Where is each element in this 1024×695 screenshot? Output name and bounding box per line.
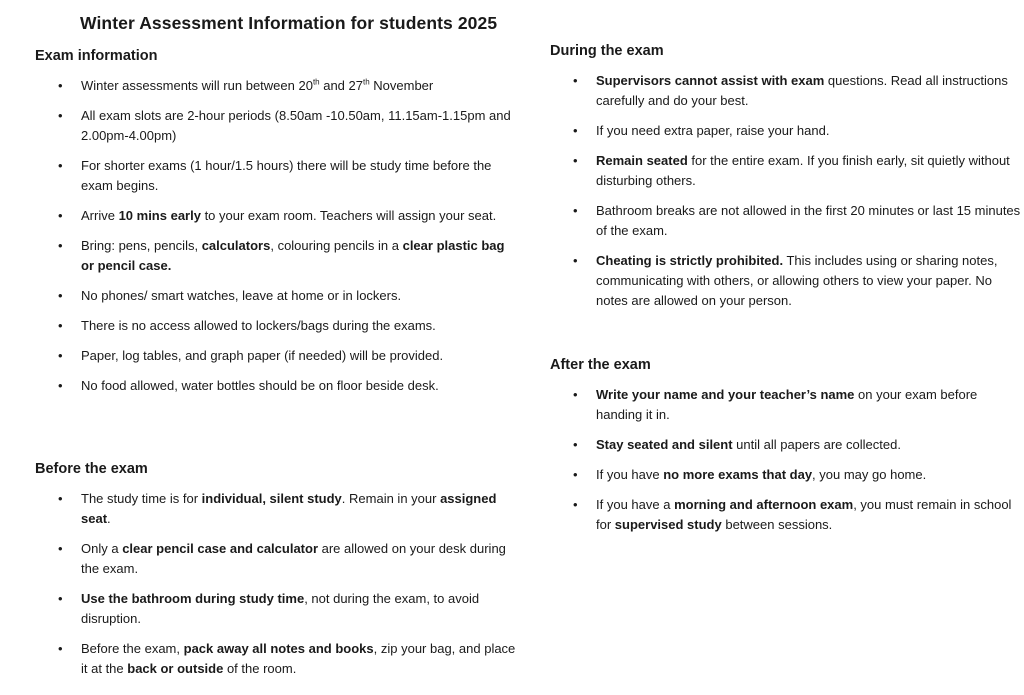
bullet-icon: • xyxy=(58,491,63,506)
list-item xyxy=(58,236,521,276)
bold-text: Supervisors cannot assist with exam xyxy=(596,73,825,88)
list-item xyxy=(58,489,521,529)
list-item xyxy=(58,286,521,306)
bullet-icon: • xyxy=(573,387,578,402)
text: Winter assessments will run between 20 xyxy=(81,78,313,93)
text: The study time is for xyxy=(81,491,202,506)
text: between sessions. xyxy=(721,517,833,532)
bullet-icon: • xyxy=(58,78,63,93)
exam-information-heading: Exam information xyxy=(35,48,158,64)
bullet-icon: • xyxy=(573,123,578,138)
bold-text: 10 mins early xyxy=(118,208,201,223)
bullet-icon: • xyxy=(573,73,578,88)
bullet-icon: • xyxy=(573,467,578,482)
text: No phones/ smart watches, leave at home or in lockers. xyxy=(81,288,402,303)
bold-text: assigned seat xyxy=(81,491,497,526)
list-item xyxy=(573,435,1024,455)
bullet-icon: • xyxy=(573,497,578,512)
text: are allowed on your desk during the exam. xyxy=(81,541,506,576)
bullet-icon: • xyxy=(573,153,578,168)
bullet-icon: • xyxy=(58,378,63,393)
text: , you must remain in school for xyxy=(596,497,1012,532)
bullet-icon: • xyxy=(58,288,63,303)
list-item xyxy=(573,495,1024,535)
bold-text: individual, silent study xyxy=(201,491,342,506)
list-item xyxy=(573,121,1024,141)
text: This includes using or sharing notes, communicating with others, or allowing others to view your paper. No notes are allowed on your person. xyxy=(596,253,998,308)
bold-text: no more exams that day xyxy=(663,467,813,482)
after-exam-heading: After the exam xyxy=(550,357,651,373)
superscript-text: th xyxy=(312,77,320,87)
text: Arrive xyxy=(81,208,119,223)
text: , you may go home. xyxy=(812,467,927,482)
list-item xyxy=(58,639,521,679)
exam-information-list xyxy=(35,76,521,396)
list-item xyxy=(58,206,521,226)
text: Paper, log tables, and graph paper (if needed) will be provided. xyxy=(81,348,444,363)
text: Only a xyxy=(81,541,123,556)
bullet-icon: • xyxy=(58,591,63,606)
bold-text: Write your name and your teacher’s name xyxy=(596,387,855,402)
text: . Remain in your xyxy=(341,491,441,506)
bold-text: clear plastic bag or pencil case. xyxy=(81,238,505,273)
bold-text: morning and afternoon exam xyxy=(674,497,854,512)
bullet-icon: • xyxy=(58,348,63,363)
during-exam-heading: During the exam xyxy=(550,43,664,59)
text: and 27 xyxy=(319,78,363,93)
bullet-icon: • xyxy=(58,541,63,556)
text: questions. Read all instructions carefully and do your best. xyxy=(596,73,1008,108)
before-exam-section xyxy=(35,461,521,679)
exam-information-section xyxy=(35,48,521,396)
text: If you have a xyxy=(596,497,675,512)
bold-text: Stay seated and silent xyxy=(596,437,733,452)
text: For shorter exams (1 hour/1.5 hours) there will be study time before the exam begins. xyxy=(81,158,492,193)
bold-text: Remain seated xyxy=(596,153,688,168)
during-exam-list xyxy=(550,71,1024,311)
during-exam-section xyxy=(550,43,1024,311)
list-item xyxy=(58,316,521,336)
list-item xyxy=(58,156,521,196)
text: All exam slots are 2-hour periods (8.50am -10.50am, 11.15am-1.15pm and 2.00pm-4.00pm) xyxy=(81,108,511,143)
bullet-icon: • xyxy=(573,437,578,452)
bullet-icon: • xyxy=(58,158,63,173)
text: No food allowed, water bottles should be on floor beside desk. xyxy=(81,378,439,393)
text: Bathroom breaks are not allowed in the first 20 minutes or last 15 minutes of the exam. xyxy=(596,203,1021,238)
list-item xyxy=(573,251,1024,311)
superscript-text: th xyxy=(362,77,370,87)
page-title: Winter Assessment Information for students 2025 xyxy=(80,13,498,33)
bullet-icon: • xyxy=(58,208,63,223)
list-item xyxy=(58,106,521,146)
bold-text: calculators xyxy=(201,238,271,253)
after-exam-section xyxy=(550,357,1024,535)
bold-text: back or outside xyxy=(127,661,224,676)
list-item xyxy=(58,76,521,96)
text: , colouring pencils in a xyxy=(270,238,403,253)
list-item xyxy=(573,201,1024,241)
bold-text: supervised study xyxy=(614,517,722,532)
bullet-icon: • xyxy=(58,108,63,123)
list-item xyxy=(573,465,1024,485)
list-item xyxy=(58,539,521,579)
bold-text: Cheating is strictly prohibited. xyxy=(596,253,784,268)
after-exam-list xyxy=(550,385,1024,535)
text: of the room. xyxy=(223,661,297,676)
text: to your exam room. Teachers will assign your seat. xyxy=(200,208,497,223)
list-item xyxy=(573,151,1024,191)
text: . xyxy=(107,511,111,526)
text: If you have xyxy=(596,467,664,482)
text: Bring: pens, pencils, xyxy=(81,238,202,253)
bold-text: pack away all notes and books xyxy=(183,641,374,656)
text: , zip your bag, and place it at the xyxy=(81,641,516,676)
bullet-icon: • xyxy=(58,318,63,333)
list-item xyxy=(573,385,1024,425)
list-item xyxy=(573,71,1024,111)
bold-text: clear pencil case and calculator xyxy=(122,541,319,556)
text: until all papers are collected. xyxy=(732,437,901,452)
text: November xyxy=(369,78,434,93)
bullet-icon: • xyxy=(58,641,63,656)
text: There is no access allowed to lockers/bags during the exams. xyxy=(81,318,436,333)
list-item xyxy=(58,346,521,366)
text: , not during the exam, to avoid disruption. xyxy=(81,591,480,626)
list-item xyxy=(58,376,521,396)
before-exam-heading: Before the exam xyxy=(35,461,148,477)
text: on your exam before handing it in. xyxy=(596,387,978,422)
bullet-icon: • xyxy=(573,203,578,218)
text: If you need extra paper, raise your hand. xyxy=(596,123,830,138)
bullet-icon: • xyxy=(573,253,578,268)
before-exam-list xyxy=(35,489,521,679)
text: Before the exam, xyxy=(81,641,184,656)
bullet-icon: • xyxy=(58,238,63,253)
list-item xyxy=(58,589,521,629)
text: for the entire exam. If you finish early, sit quietly without disturbing others. xyxy=(596,153,1010,188)
bold-text: Use the bathroom during study time xyxy=(81,591,305,606)
